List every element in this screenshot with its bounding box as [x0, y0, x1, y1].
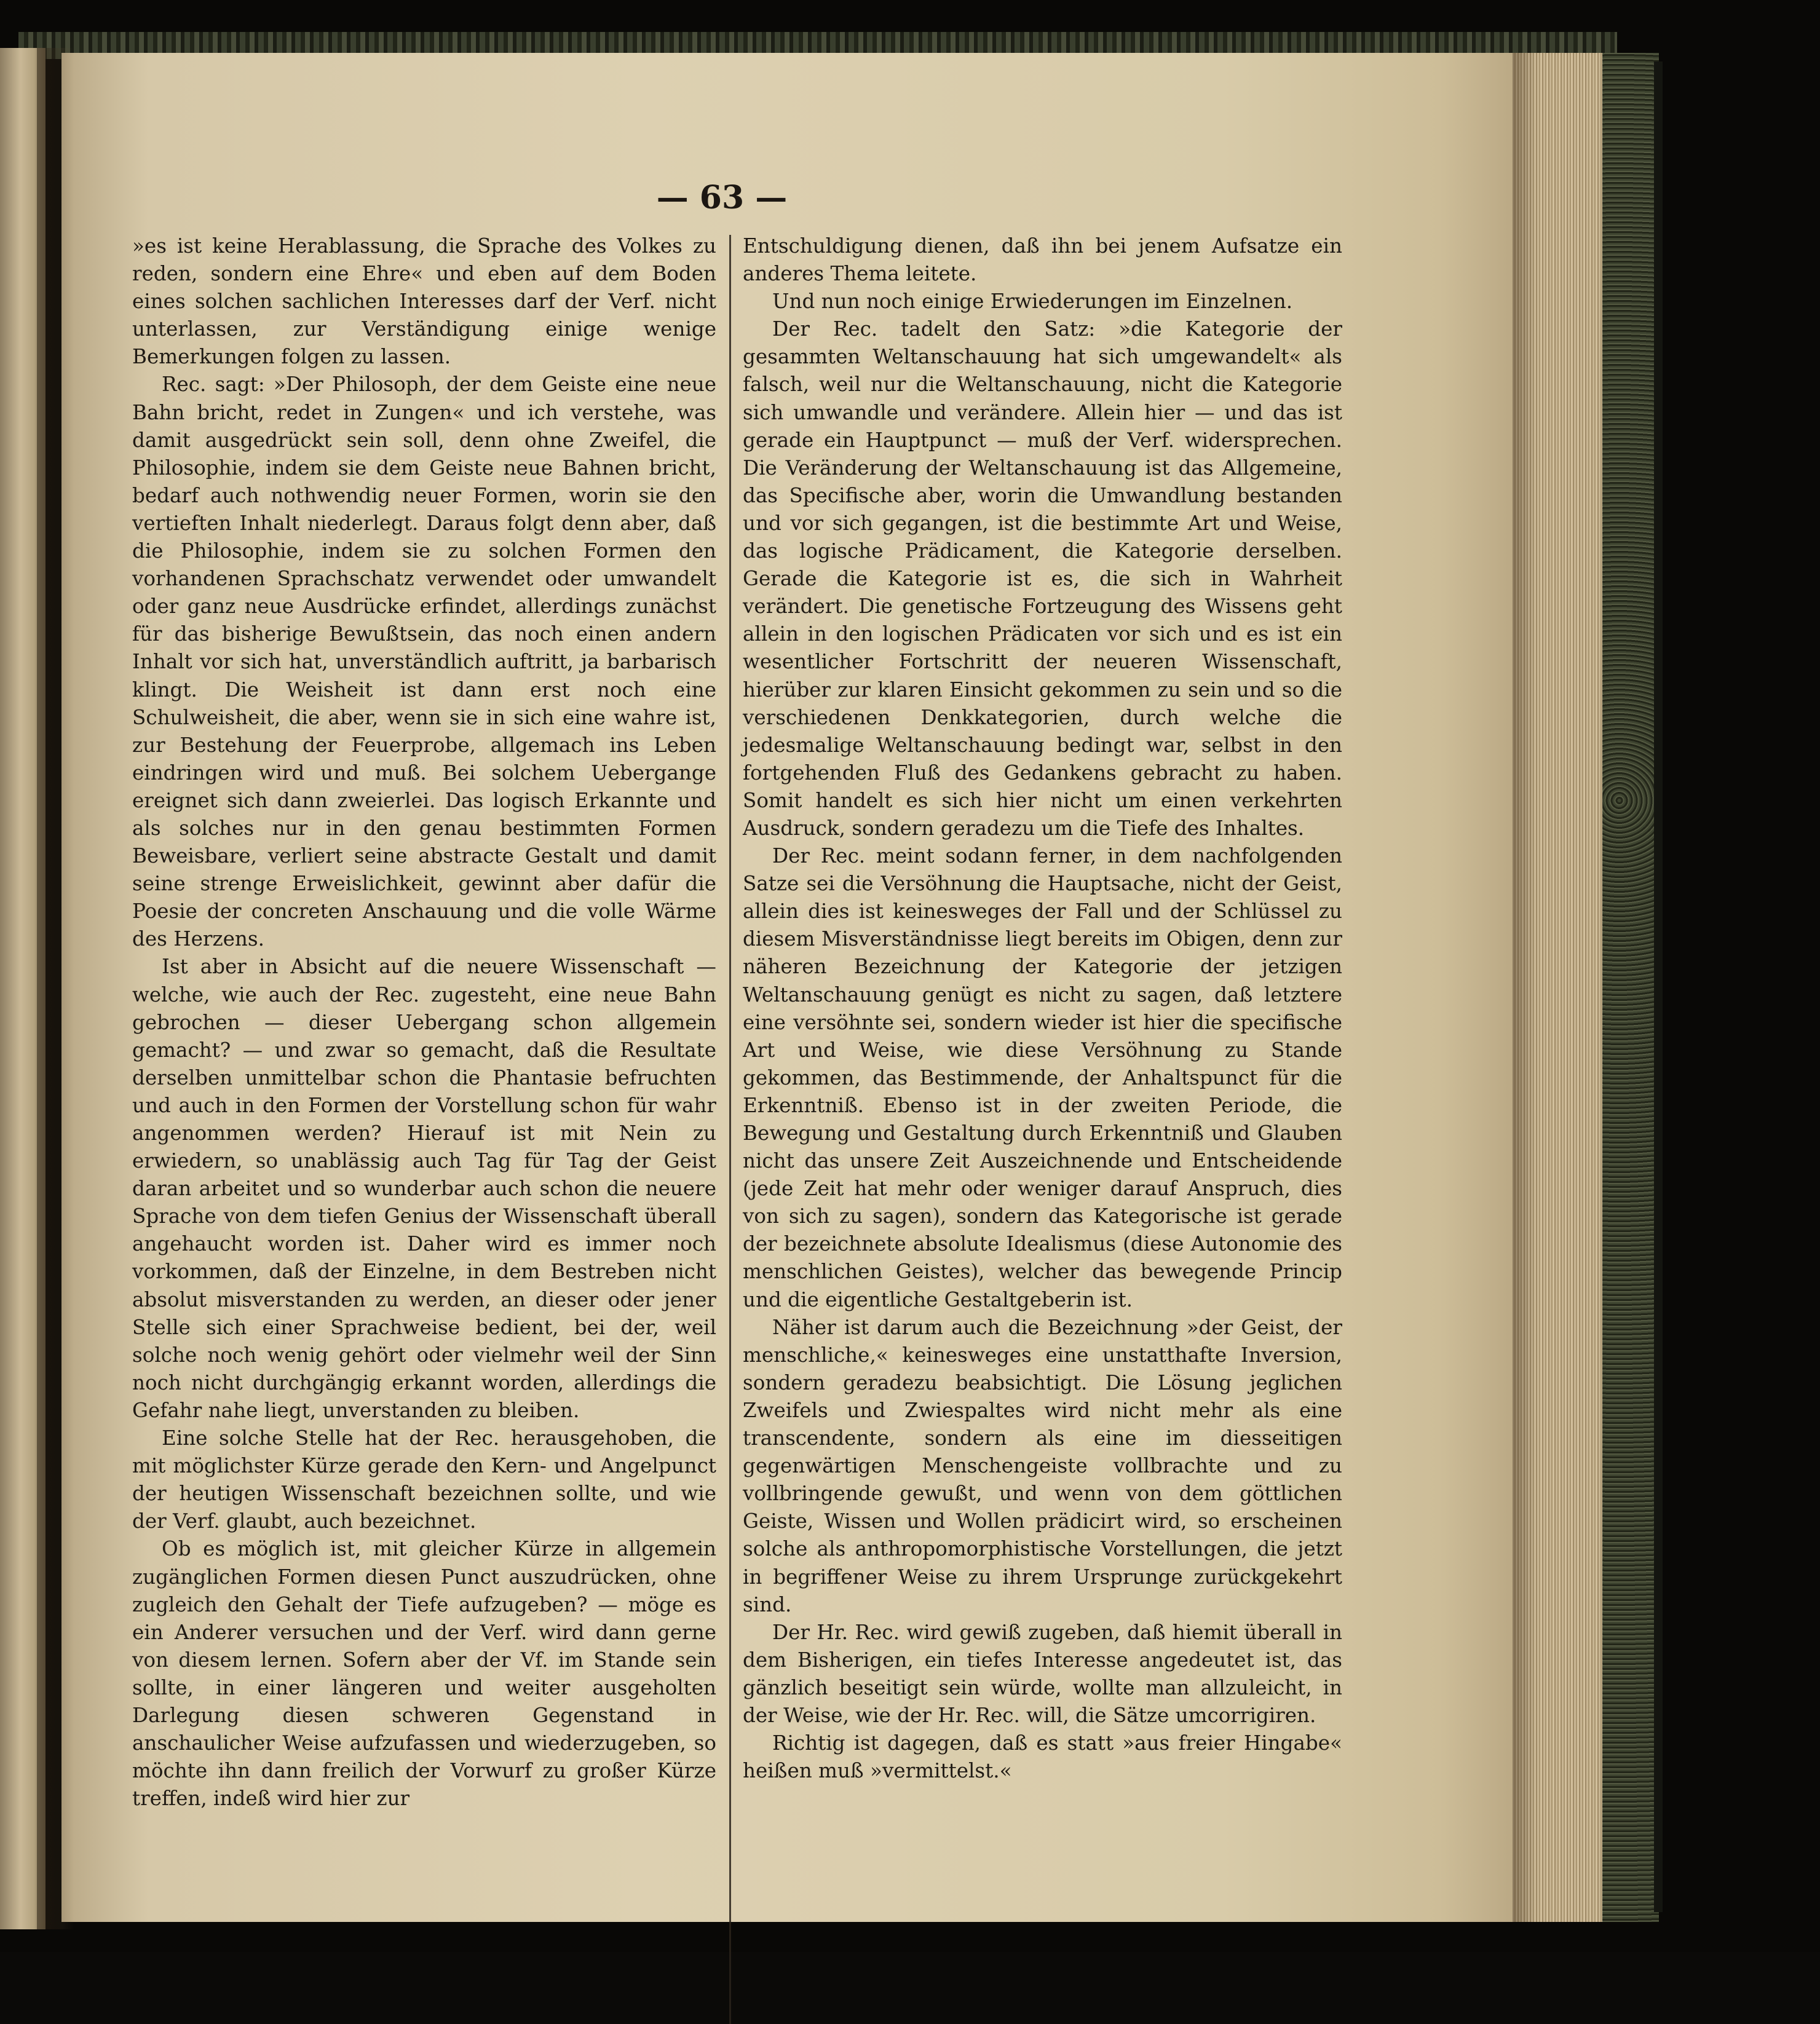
paragraph: Richtig ist dagegen, daß es statt »aus freier Hingabe« heißen muß »vermittelst.« [743, 1731, 1342, 1783]
page-gutter-shadow [37, 48, 74, 1929]
paragraph: Eine solche Stelle hat der Rec. herausgehoben, die mit möglichster Kürze gerade den Kern- und Angelpunct der heutigen Wissenschaft bezeichnen sollte, und wie der Verf. glaubt, auch bezeichnet. [132, 1426, 716, 1533]
right-column [743, 232, 1342, 1785]
book-cover-right-edge [1602, 53, 1659, 1922]
paragraph: Rec. sagt: »Der Philosoph, der dem Geiste eine neue Bahn bricht, redet in Zungen« und ich verstehe, was damit ausgedrückt sein soll, denn ohne Zweifel, die Philosophie, indem sie dem Geiste neue Bahnen bricht, bedarf auch nothwendig neuer Formen, worin sie den vertieften Inhalt niederlegt. Daraus folgt denn aber, daß die Philosophie, indem sie zu solchen Formen den vorhandenen Sprachschatz verwendet oder umwandelt oder ganz neue Ausdrücke erfindet, allerdings zunächst für das bisherige Bewußtsein, das noch einen andern Inhalt vor sich hat, unverständlich auftritt, ja barbarisch klingt. Die Weisheit ist dann erst noch eine Schulweisheit, die aber, wenn sie in sich eine wahre ist, zur Bestehung der Feuerprobe, allgemach ins Leben eindringen wird und muß. Bei solchem Uebergange ereignet sich dann zweierlei. Das logisch Erkannte und als solches nur in den genau bestimmten Formen Beweisbare, verliert seine abstracte Gestalt und damit seine strenge Erweislichkeit, gewinnt aber dafür die Poesie der concreten Anschauung und die volle Wärme des Herzens. [132, 373, 716, 951]
paragraph: »es ist keine Herablassung, die Sprache des Volkes zu reden, sondern eine Ehre« und eben auf dem Boden eines solchen sachlichen Interesses darf der Verf. nicht unterlassen, zur Verständigung einige wenige Bemerkungen folgen zu lassen. [132, 234, 716, 369]
book-cover-lip [1654, 61, 1663, 1912]
column-divider [729, 235, 731, 2024]
paragraph: Ob es möglich ist, mit gleicher Kürze in allgemein zugänglichen Formen diesen Punct auszudrücken, ohne zugleich den Gehalt der Tiefe aufzugeben? — möge es ein Anderer versuchen und der Verf. wird dann gerne von diesem lernen. Sofern aber der Vf. im Stande sein sollte, in einer längeren und weiter ausgeholten Darlegung diesen schweren Gegenstand in anschaulicher Weise aufzufassen und wiederzugeben, so möchte ihn dann freilich der Vorwurf zu großer Kürze treffen, indeß wird hier zur [132, 1537, 716, 1811]
page-number: — 63 — [656, 178, 788, 216]
paragraph: Der Rec. meint sodann ferner, in dem nachfolgenden Satze sei die Versöhnung die Hauptsache, nicht der Geist, allein dies ist keinesweges der Fall und der Schlüssel zu diesem Misverständnisse liegt bereits im Obigen, denn zur näheren Bezeichnung der Kategorie der jetzigen Weltanschauung genügt es nicht zu sagen, daß letztere eine versöhnte sei, sondern wieder ist hier die specifische Art und Weise, wie diese Versöhnung zu Stande gekommen, das Bestimmende, der Anhaltspunct für die Erkenntniß. Ebenso ist in der zweiten Periode, die Bewegung und Gestaltung durch Erkenntniß und Glauben nicht das unsere Zeit Auszeichnende und Entscheidende (jede Zeit hat mehr oder weniger darauf Anspruch, dies von sich zu sagen), sondern das Kategorische ist gerade der bezeichnete absolute Idealismus (diese Autonomie des menschlichen Geistes), welcher das bewegende Princip und die eigentliche Gestaltgeberin ist. [743, 844, 1342, 1311]
paragraph: Der Rec. tadelt den Satz: »die Kategorie der gesammten Weltanschauung hat sich umgewandelt« als falsch, weil nur die Weltanschauung, nicht die Kategorie sich umwandle und verändere. Allein hier — und das ist gerade ein Hauptpunct — muß der Verf. widersprechen. Die Veränderung der Weltanschauung ist das Allgemeine, das Specifische aber, worin die Umwandlung bestanden und vor sich gegangen, ist die bestimmte Art und Weise, das logische Prädicament, die Kategorie derselben. Gerade die Kategorie ist es, die sich in Wahrheit verändert. Die genetische Fortzeugung des Wissens geht allein in den logischen Prädicaten vor sich und es ist ein wesentlicher Fortschritt der neueren Wissenschaft, hierüber zur klaren Einsicht gekommen zu sein und so die verschiedenen Denkkategorien, durch welche die jedesmalige Weltanschauung bedingt war, selbst in den fortgehenden Fluß des Gedankens gebracht zu haben. Somit handelt es sich hier nicht um einen verkehrten Ausdruck, sondern geradezu um die Tiefe des Inhaltes. [743, 317, 1342, 840]
paragraph: Entschuldigung dienen, daß ihn bei jenem Aufsatze ein anderes Thema leitete. [743, 234, 1342, 286]
left-column [132, 232, 716, 1813]
paragraph: Der Hr. Rec. wird gewiß zugeben, daß hiemit überall in dem Bisherigen, ein tiefes Interesse angedeutet ist, das gänzlich beseitigt sein würde, wollte man allzuleicht, in der Weise, wie der Hr. Rec. will, die Sätze umcorrigiren. [743, 1620, 1342, 1727]
paragraph: Näher ist darum auch die Bezeichnung »der Geist, der menschliche,« keinesweges eine unstatthafte Inversion, sondern geradezu beabsichtigt. Die Lösung jeglichen Zweifels und Zwiespaltes wird nicht mehr als eine transcendente, sondern als eine im diesseitigen gegenwärtigen Menschengeiste vollbrachte und zu vollbringende gewußt, und wenn von dem göttlichen Geiste, Wissen und Wollen prädicirt wird, so erscheinen solche als anthropomorphistische Vorstellungen, die jetzt in begriffener Weise zu ihrem Ursprunge zurückgekehrt sind. [743, 1315, 1342, 1616]
paragraph: Ist aber in Absicht auf die neuere Wissenschaft — welche, wie auch der Rec. zugesteht, eine neue Bahn gebrochen — dieser Uebergang schon allgemein gemacht? — und zwar so gemacht, daß die Resultate derselben unmittelbar schon die Phantasie befruchten und auch in den Formen der Vorstellung schon für wahr angenommen werden? Hierauf ist mit Nein zu erwiedern, so unablässig auch Tag für Tag der Geist daran arbeitet und so wunderbar auch schon die neuere Sprache von dem tiefen Genius der Wissenschaft überall angehaucht worden ist. Daher wird es immer noch vorkommen, daß der Einzelne, in dem Bestreben nicht absolut misverstanden zu werden, an dieser oder jener Stelle sich einer Sprachweise bedient, bei der, weil solche noch wenig gehört oder vielmehr weil der Sinn noch nicht durchgängig erkannt worden, allerdings die Gefahr nahe liegt, unverstanden zu bleiben. [132, 955, 716, 1422]
page-edge-shadow [1513, 53, 1537, 1922]
paragraph: Und nun noch einige Erwiederungen im Einzelnen. [772, 290, 1293, 314]
